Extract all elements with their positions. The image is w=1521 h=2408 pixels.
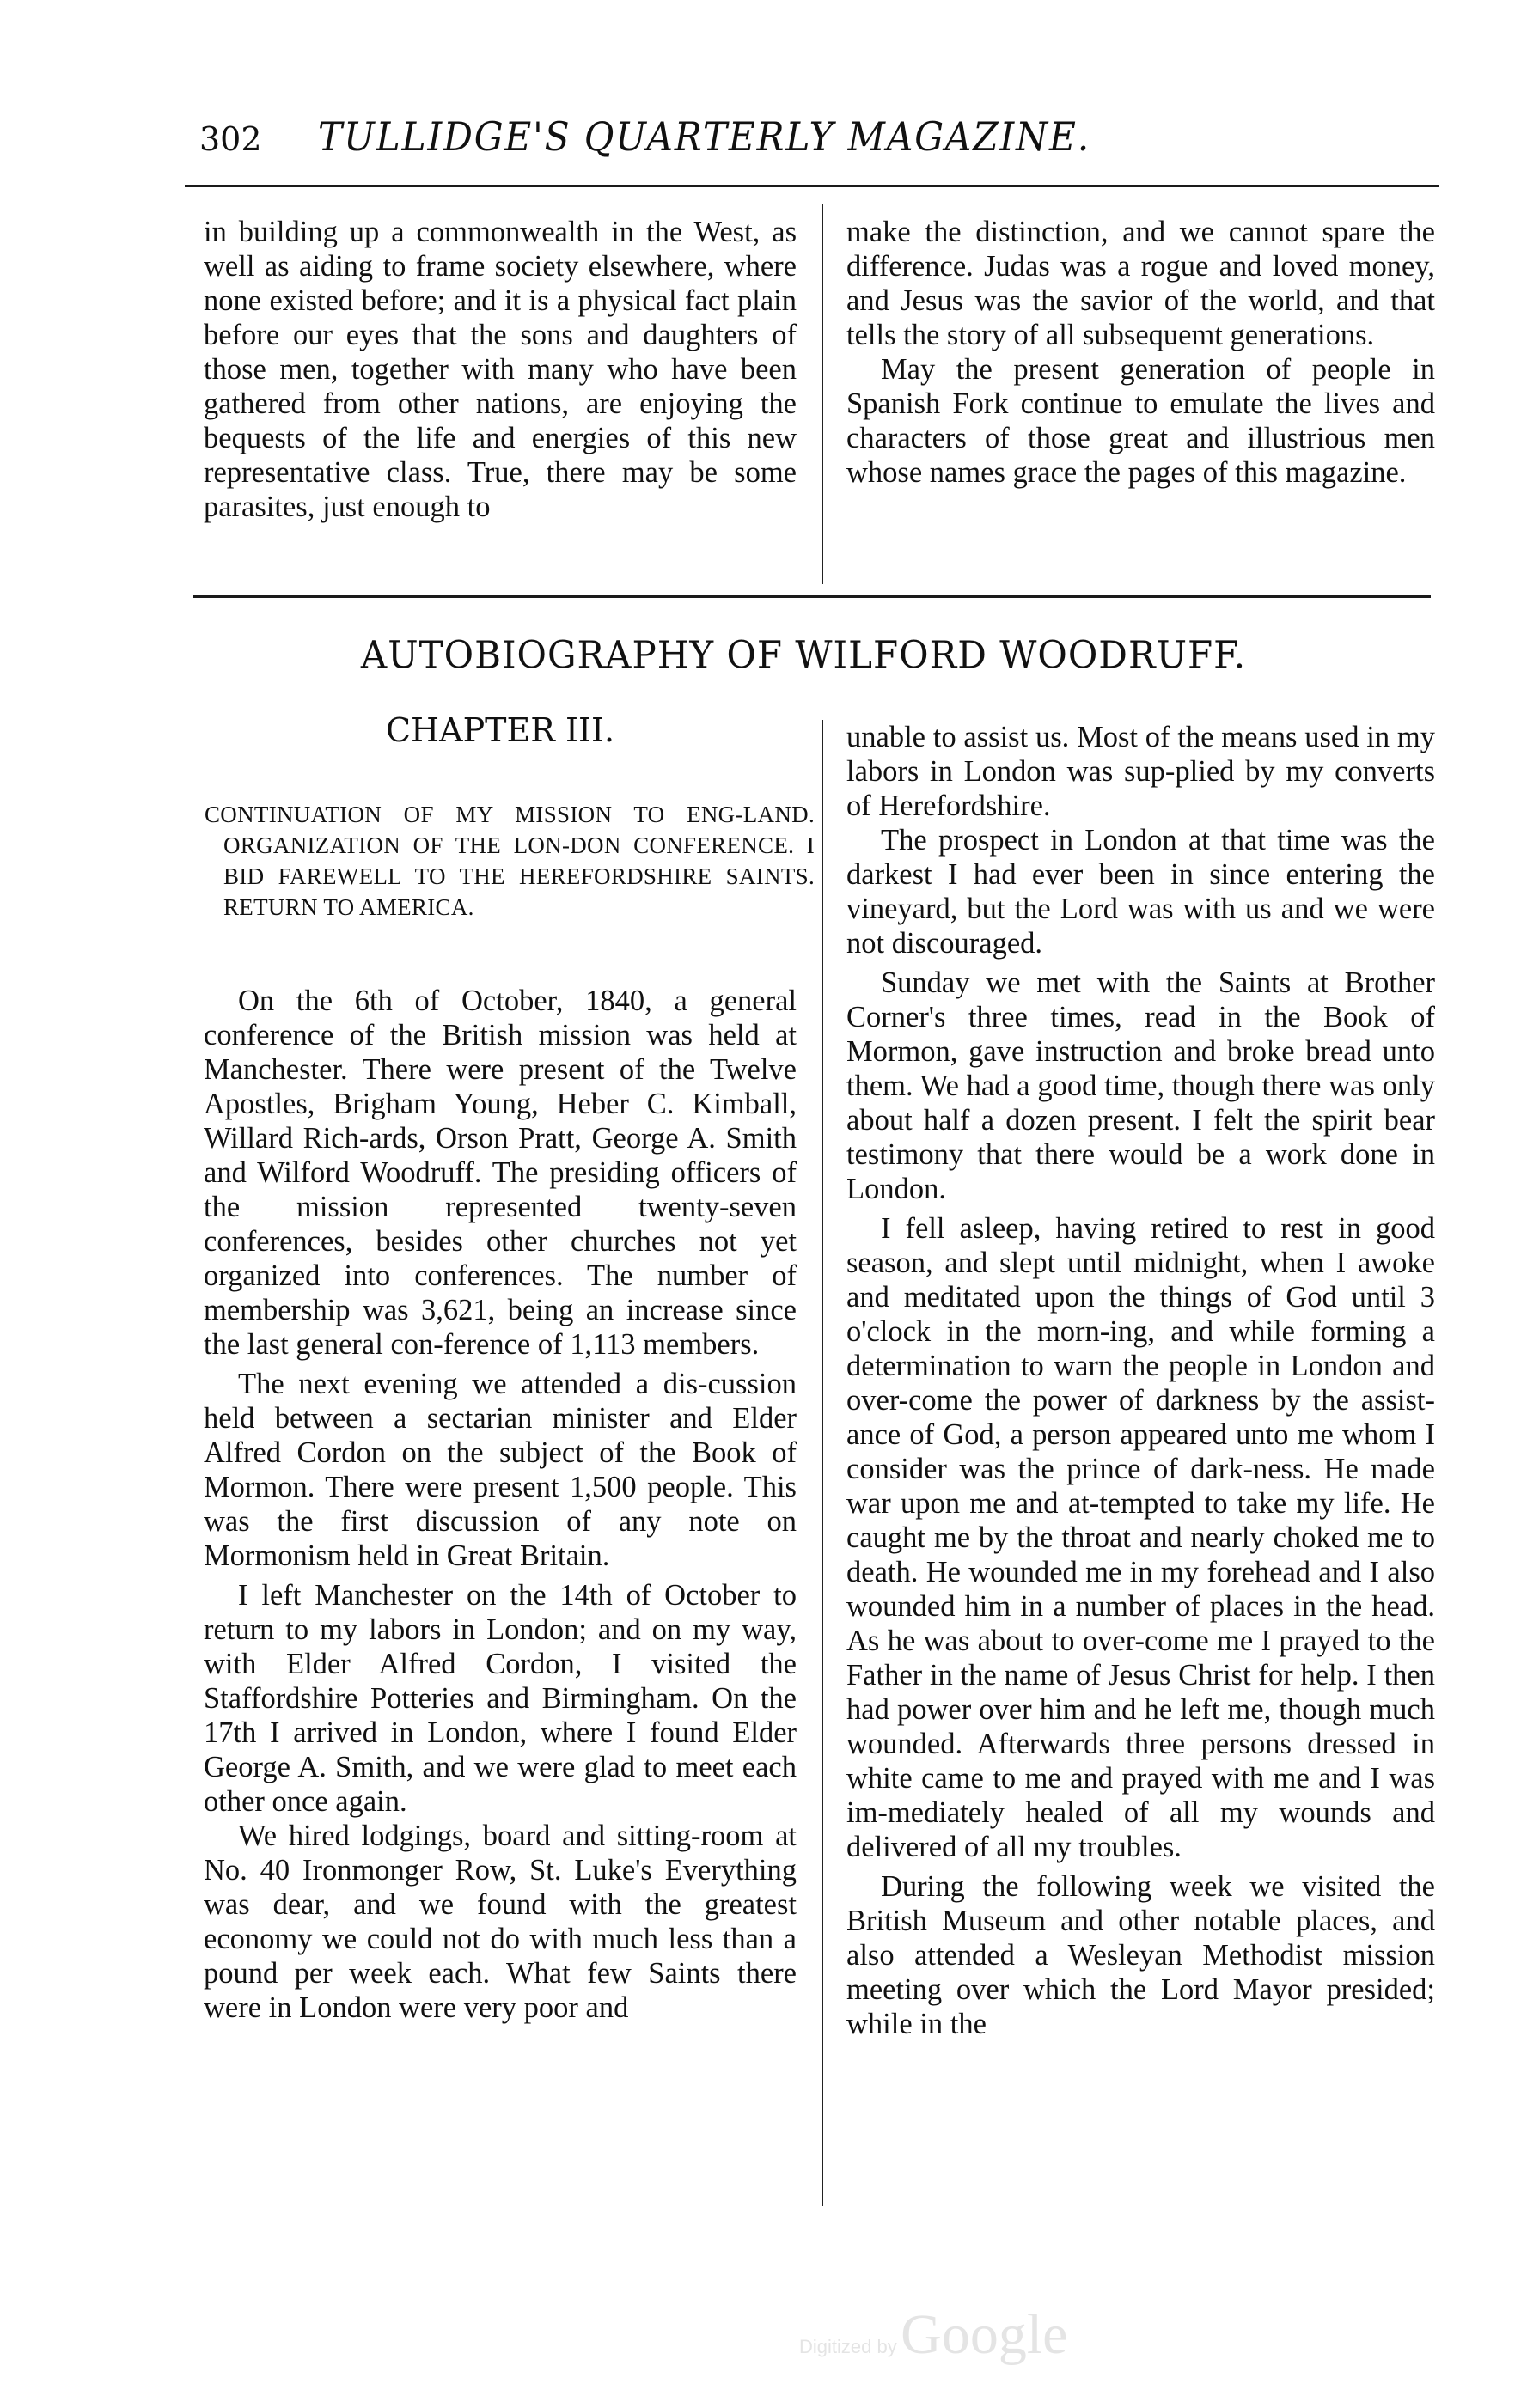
running-title: TULLIDGE'S QUARTERLY MAGAZINE.: [318, 113, 1090, 160]
section1-right-column: [846, 215, 1435, 490]
paragraph: May the present generation of people in Spanish Fork continue to emulate the lives and characters of those great and illustrious men whose names grace the pages of this magazine.: [846, 353, 1435, 489]
paragraph: During the following week we visited the British Museum and other notable places, and also attended a Wesleyan Methodist mission meeting over which the Lord Mayor presided; while in the: [846, 1870, 1435, 2040]
paragraph: We hired lodgings, board and sitting-room at No. 40 Ironmonger Row, St. Luke's Everything was dear, and we found with the greatest economy we could not do with much less than a pound per week each. What few Saints there were in London were very poor and: [204, 1820, 797, 2024]
article-left-column: [204, 984, 797, 2025]
paragraph: The prospect in London at that time was the darkest I had ever been in since entering the vineyard, but the Lord was with us and we were not discouraged.: [846, 824, 1435, 960]
section1-column-divider: [822, 204, 823, 584]
article-column-divider: [822, 720, 823, 2206]
section1-left-column: [204, 215, 797, 524]
paragraph: in building up a commonwealth in the West, as well as aiding to frame society elsewhere, where none existed before; and it is a physical fact plain before our eyes that the sons and daughters of those men, together with many who have been gathered from other nations, are enjoying the bequests of the life and energies of this new representative class. True, there may be some parasites, just enough to: [204, 216, 797, 523]
paragraph: The next evening we attended a dis-cussion held between a sectarian minister and Elder Alfred Cordon on the subject of the Book of Mormon. There were present 1,500 people. This was the first discussion of any note on Mormonism held in Great Britain.: [204, 1368, 797, 1572]
paragraph: make the distinction, and we cannot spare the difference. Judas was a rogue and loved money, and Jesus was the savior of the world, and that tells the story of all subsequemt generations.: [846, 216, 1435, 351]
google-logo: Google: [901, 2303, 1068, 2366]
header-rule: [185, 185, 1439, 187]
watermark-prefix: Digitized by: [799, 2336, 897, 2357]
paragraph: Sunday we met with the Saints at Brother Corner's three times, read in the Book of Mormon, gave instruction and broke bread unto them. We had a good time, though there was only about half a dozen present. I felt the spirit bear testimony that there would be a work done in London.: [846, 966, 1435, 1205]
section-rule: [193, 595, 1431, 598]
article-title: AUTOBIOGRAPHY OF WILFORD WOODRUFF.: [360, 632, 1247, 678]
paragraph: I fell asleep, having retired to rest in good season, and slept until midnight, when I awoke and meditated upon the things of God until 3 o'clock in the morn-ing, and while forming a determination to warn the people in London and over-come the power of darkness by the assist-ance of God, a person appeared unto me whom I consider was the prince of dark-ness. He made war upon me and at-tempted to take my life. He caught me by the throat and nearly choked me to death. He wounded me in my forehead and I also wounded him in a number of places in the head. As he was about to over-come me I prayed to the Father in the name of Jesus Christ for help. I then had power over him and he left me, though much wounded. Afterwards three persons dressed in white came to me and prayed with me and I was im-mediately healed of all my wounds and delivered of all my troubles.: [846, 1212, 1435, 1863]
chapter-heading: CHAPTER III.: [385, 711, 615, 749]
paragraph: unable to assist us. Most of the means used in my labors in London was sup-plied by my converts of Herefordshire.: [846, 721, 1435, 822]
article-right-column: [846, 720, 1435, 2041]
paragraph: I left Manchester on the 14th of October to return to my labors in London; and on my way, with Elder Alfred Cordon, I visited the Staffordshire Potteries and Birmingham. On the 17th I arrived in London, where I found Elder George A. Smith, and we were glad to meet each other once again.: [204, 1579, 797, 1818]
digitization-watermark: [799, 2302, 1067, 2368]
paragraph: On the 6th of October, 1840, a general conference of the British mission was held at Manchester. There were present of the Twelve Apostles, Brigham Young, Heber C. Kimball, Willard Rich-ards, Orson Pratt, George A. Smith and Wilford Woodruff. The presiding officers of the mission represented twenty-seven conferences, besides other churches not yet organized into conferences. The number of membership was 3,621, being an increase since the last general con-ference of 1,113 members.: [204, 985, 797, 1361]
chapter-synopsis: CONTINUATION OF MY MISSION TO ENG-LAND. ORGANIZATION OF THE LON-DON CONFERENCE. I BID FAREWELL TO THE HEREFORDSHIRE SAINTS. RETURN TO AMERICA.: [205, 802, 815, 920]
page-number: 302: [199, 120, 262, 158]
